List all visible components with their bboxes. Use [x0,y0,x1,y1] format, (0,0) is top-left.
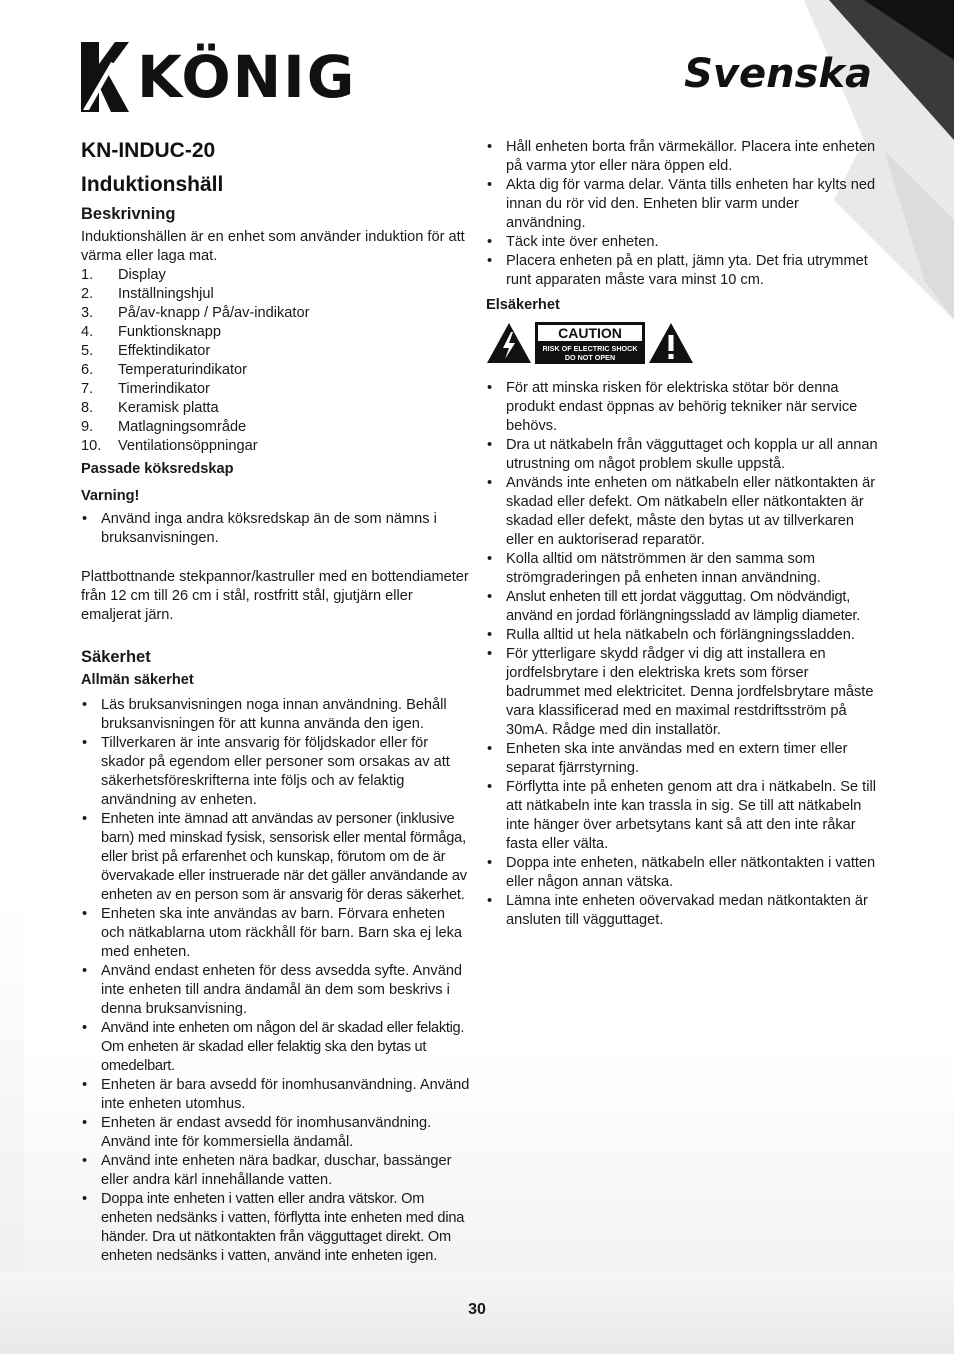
general-safety-heading: Allmän säkerhet [81,672,194,688]
list-item: 10. Ventilationsöppningar [81,438,258,454]
list-item: • För ytterligare skydd rådger vi dig att installera en jordfelsbrytare i den elektriska krets som förser badrummet med elektricitet. Denna jordfelsbrytare måste vara klassificerad med en maximal restdriftsström på 30mA. Rådge med din installatör. [487,646,874,738]
safety-heading: Säkerhet [81,648,151,666]
list-item: • Enheten ska inte användas av barn. Förvara enheten och nätkablarna utom räckhåll för barn. Barn ska ej leka med enheten. [82,906,462,960]
list-item: 4. Funktionsknapp [81,324,222,340]
list-item: 3. På/av-knapp / På/av-indikator [81,305,310,321]
model-number: KN-INDUC-20 [81,139,216,162]
list-item: 7. Timerindikator [81,381,210,397]
caution-line-1: RISK OF ELECTRIC SHOCK [542,344,638,353]
list-item: 9. Matlagningsområde [81,419,247,435]
list-item: • Läs bruksanvisningen noga innan användning. Behåll bruksanvisningen för att kunna använda den igen. [82,697,447,732]
parts-list [81,266,471,456]
language-title: Svenska [684,51,872,97]
caution-line-2: DO NOT OPEN [564,353,616,362]
description-intro: Induktionshällen är en enhet som använder induktion för att värma eller laga mat. [81,229,465,264]
left-column [81,136,471,1266]
product-name: Induktionshäll [81,173,224,196]
general-safety-list-continued [486,138,878,290]
list-item: • Använd endast enheten för dess avsedda syfte. Använd inte enheten till andra ändamål än dem som beskrivs i denna bruksanvisning. [82,963,463,1017]
lightning-warning-icon [486,322,532,364]
list-item: • Använd inte enheten nära badkar, duschar, bassänger eller andra kärl innehållande vatten. [82,1153,452,1188]
description-heading: Beskrivning [81,205,176,223]
exclamation-warning-icon [648,322,694,364]
logo-wordmark: KÖNIG [137,43,357,111]
list-item: • Lämna inte enheten oövervakad medan nätkontakten är ansluten till vägguttaget. [487,893,868,928]
warning-heading: Varning! [81,488,140,504]
general-safety-list [81,696,471,1266]
cookware-heading: Passade köksredskap [81,461,234,477]
page-number: 30 [468,1301,486,1318]
warning-list [81,510,471,548]
electrical-safety-list [486,379,878,930]
list-item: • Håll enheten borta från värmekällor. Placera inte enheten på varma ytor eller nära öppen eld. [487,139,876,174]
list-item: • Enheten inte ämnad att användas av personer (inklusive barn) med minskad fysisk, sensorisk eller mental förmåga, eller brist på erfarenhet och kunskap, förutom om de är övervakade eller instruerade när det gäller användande av enheten av en person som är ansvarig för deras säkerhet. [82,811,467,903]
list-item: • Täck inte över enheten. [487,234,659,250]
list-item: • Doppa inte enheten i vatten eller andra vätskor. Om enheten nedsänks i vatten, förflytta inte enheten med dina händer. Dra ut nätkontakten från vägguttaget direkt. Om enheten nedsänks i vatten, använd inte enheten igen. [82,1191,465,1264]
list-item: • Doppa inte enheten, nätkabeln eller nätkontakten i vatten eller någon annan vätska. [487,855,876,890]
list-item: • Akta dig för varma delar. Vänta tills enheten har kylts ned innan du rör vid den. Enheten blir varm under användning. [487,177,876,231]
list-item: • Använd inte enheten om någon del är skadad eller felaktig. Om enheten är skadad eller felaktig ska den bytas ut omedelbart. [82,1020,465,1074]
right-column [486,138,878,930]
list-item: • Förflytta inte på enheten genom att dra i nätkabeln. Se till att nätkabeln inte kan trassla in sig. Se till att nätkabeln inte hänger över arbetsytans kant så att den inte råkar fasta eller välta. [487,779,876,852]
left-gutter [0,0,24,1354]
list-item: • Anslut enheten till ett jordat vägguttag. Om nödvändigt, använd en jordad förlängningssladd av lämplig diameter. [487,589,861,624]
konig-logo [81,42,356,112]
list-item: • Placera enheten på en platt, jämn yta. Det fria utrymmet runt apparaten måste vara minst 10 cm. [487,253,868,288]
list-item: 2. Inställningshjul [81,286,214,302]
list-item: 6. Temperaturindikator [81,362,247,378]
list-item: • Kolla alltid om nätströmmen är den samma som strömgraderingen på enheten innan användning. [487,551,821,586]
list-item: 8. Keramisk platta [81,400,219,416]
list-item: 5. Effektindikator [81,343,211,359]
list-item: • För att minska risken för elektriska stötar bör denna produkt endast öppnas av behörig tekniker när service behövs. [487,380,858,434]
list-item: • Enheten ska inte användas med en extern timer eller separat fjärrstyrning. [487,741,848,776]
list-item: • Dra ut nätkabeln från vägguttaget och koppla ur all annan utrustning om något problem skulle uppstå. [487,437,878,472]
list-item: 1. Display [81,267,166,283]
list-item: • Tillverkaren är inte ansvarig för följdskador eller för skador på egendom eller personer som orsakas av att säkerhetsföreskrifterna inte följs och av felaktig användning av enheten. [82,735,450,808]
list-item: • Enheten är endast avsedd för inomhusanvändning. Använd inte för kommersiella ändamål. [82,1115,432,1150]
caution-title: CAUTION [558,325,622,341]
list-item: • Rulla alltid ut hela nätkabeln och förlängningssladden. [487,627,855,643]
list-item: • Enheten är bara avsedd för inomhusanvändning. Använd inte enheten utomhus. [82,1077,470,1112]
caution-box [534,321,646,365]
caution-label [486,321,878,365]
cookware-text: Plattbottnande stekpannor/kastruller med en bottendiameter från 12 cm till 26 cm i stål, rostfritt stål, gjutjärn eller emaljerat järn. [81,569,469,623]
list-item: • Används inte enheten om nätkabeln eller nätkontakten är skadad eller defekt. Om nätkabeln eller nätkontakten är skadad eller defekt, måste den bytas ut av tillverkaren eller en auktoriserad reparatör. [487,475,876,548]
konig-k-emblem-icon [81,42,129,112]
list-item: • Använd inga andra köksredskap än de som nämns i bruksanvisningen. [82,511,437,546]
electrical-safety-heading: Elsäkerhet [486,297,560,313]
